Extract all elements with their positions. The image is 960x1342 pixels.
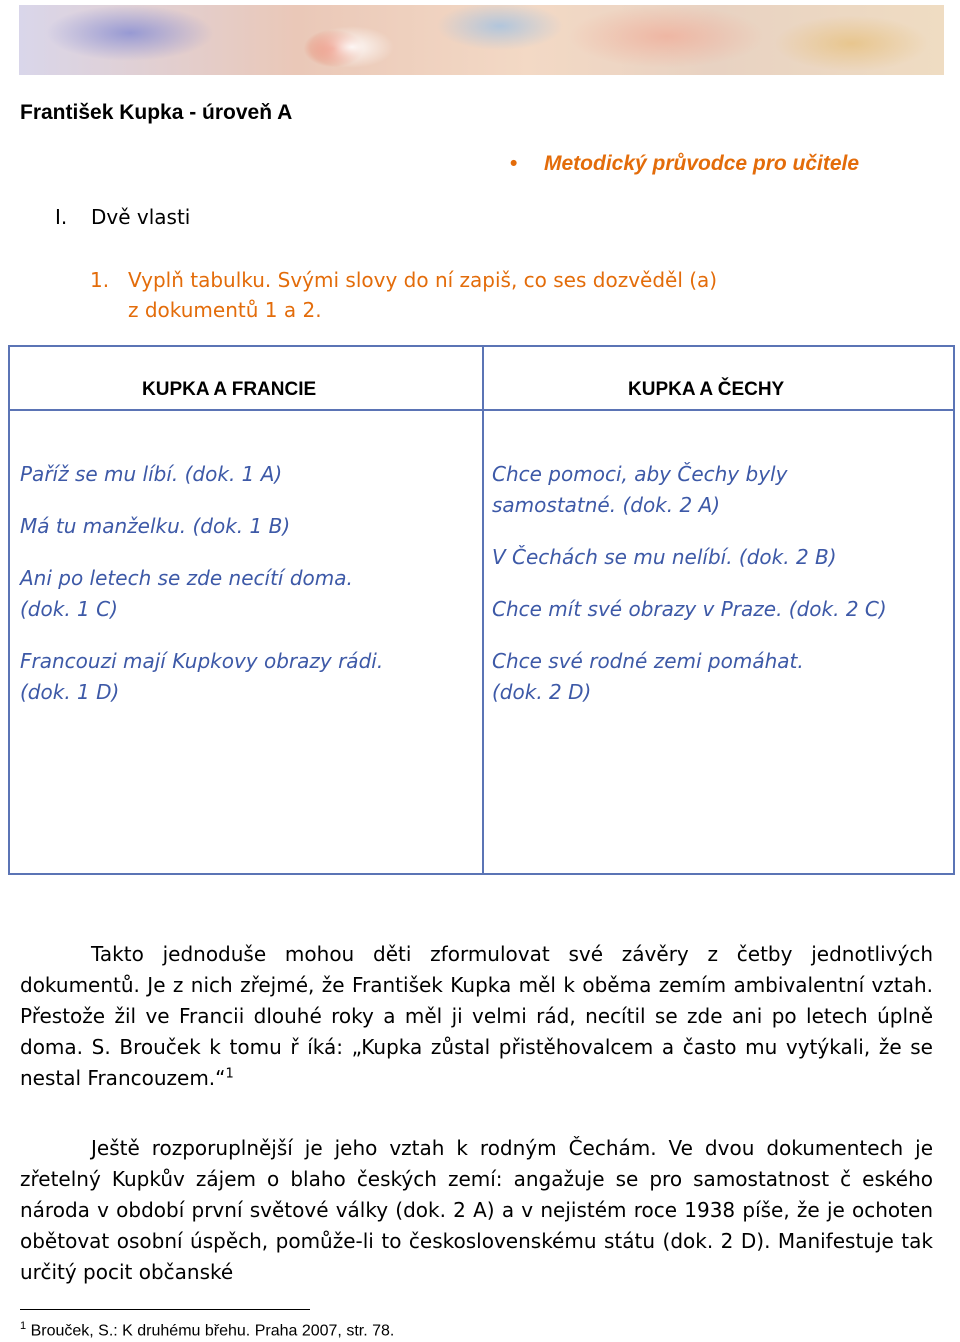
bullet-icon: • (510, 152, 518, 175)
paragraph-conclusions (20, 939, 933, 1094)
table-divider-horizontal (10, 409, 953, 411)
guide-text: Metodický průvodce pro učitele (544, 152, 860, 175)
footnote-text: Brouček, S.: K druhému břehu. Praha 2007, str. 78. (26, 1322, 395, 1340)
paragraph-text: Takto jednoduše mohou děti zformulovat své závěry z četby jednotlivých dokumentů. Je z nich zřejmé, že František Kupka měl k oběma zemím ambivalentní vztah. Přestože žil ve Francii dlouhé roky a měl ji velmi rád, necítil se zde ani po letech úplně doma. S. Brouček k tomu ř íká: „Kupka zůstal přistěhovalcem a často mu vytýkali, že se nestal Francouzem.“ (20, 942, 933, 1090)
footnote-reference: 1 (225, 1066, 234, 1082)
page-title: František Kupka - úroveň A (20, 101, 293, 124)
comparison-table (8, 345, 955, 875)
footnote (20, 1320, 394, 1340)
table-cell: Chce mít své obrazy v Praze. (dok. 2 C) (492, 597, 887, 621)
footnote-separator (20, 1309, 310, 1310)
table-cell: Ani po letech se zde necítí doma. (dok. 1 C) (20, 566, 353, 621)
header-bohemia: KUPKA A ČECHY (628, 379, 785, 400)
task-number: 1. (90, 268, 110, 292)
table-cell: V Čechách se mu nelíbí. (dok. 2 B) (492, 545, 837, 569)
task-instruction (90, 265, 830, 325)
paragraph-bohemia-relation (20, 1133, 933, 1288)
teacher-guide-label (510, 152, 859, 176)
table-cell: Chce své rodné zemi pomáhat. (dok. 2 D) (492, 649, 804, 704)
task-line-1: Vyplň tabulku. Svými slovy do ní zapiš, co ses dozvěděl (a) (128, 268, 718, 292)
section-number: I. (55, 205, 68, 229)
task-line-2: z dokumentů 1 a 2. (128, 298, 322, 322)
header-painting-image (19, 5, 944, 75)
table-cell: Paříž se mu líbí. (dok. 1 A) (20, 462, 283, 486)
table-cell: Francouzi mají Kupkovy obrazy rádi. (dok. 1 D) (20, 649, 384, 704)
table-cell: Chce pomoci, aby Čechy byly samostatné. (dok. 2 A) (492, 462, 788, 517)
section-heading (55, 205, 190, 229)
header-france: KUPKA A FRANCIE (142, 379, 317, 400)
section-label: Dvě vlasti (91, 205, 191, 229)
table-cell: Má tu manželku. (dok. 1 B) (20, 514, 291, 538)
column-bohemia (492, 459, 947, 729)
paragraph-text: Ještě rozporuplnější je jeho vztah k rodným Čechám. Ve dvou dokumentech je zřetelný Kupkův zájem o blaho českých zemí: angažuje se pro samostatnost č eského národa v období první světové války (dok. 2 A) a v nejistém roce 1938 píše, že je ochoten obětovat osobní úspěch, pomůže-li to československému státu (dok. 2 D). Manifestuje tak určitý pocit občanské (20, 1136, 933, 1284)
table-divider-vertical (482, 347, 484, 873)
column-france (20, 459, 460, 729)
footnote-number: 1 (20, 1320, 27, 1332)
